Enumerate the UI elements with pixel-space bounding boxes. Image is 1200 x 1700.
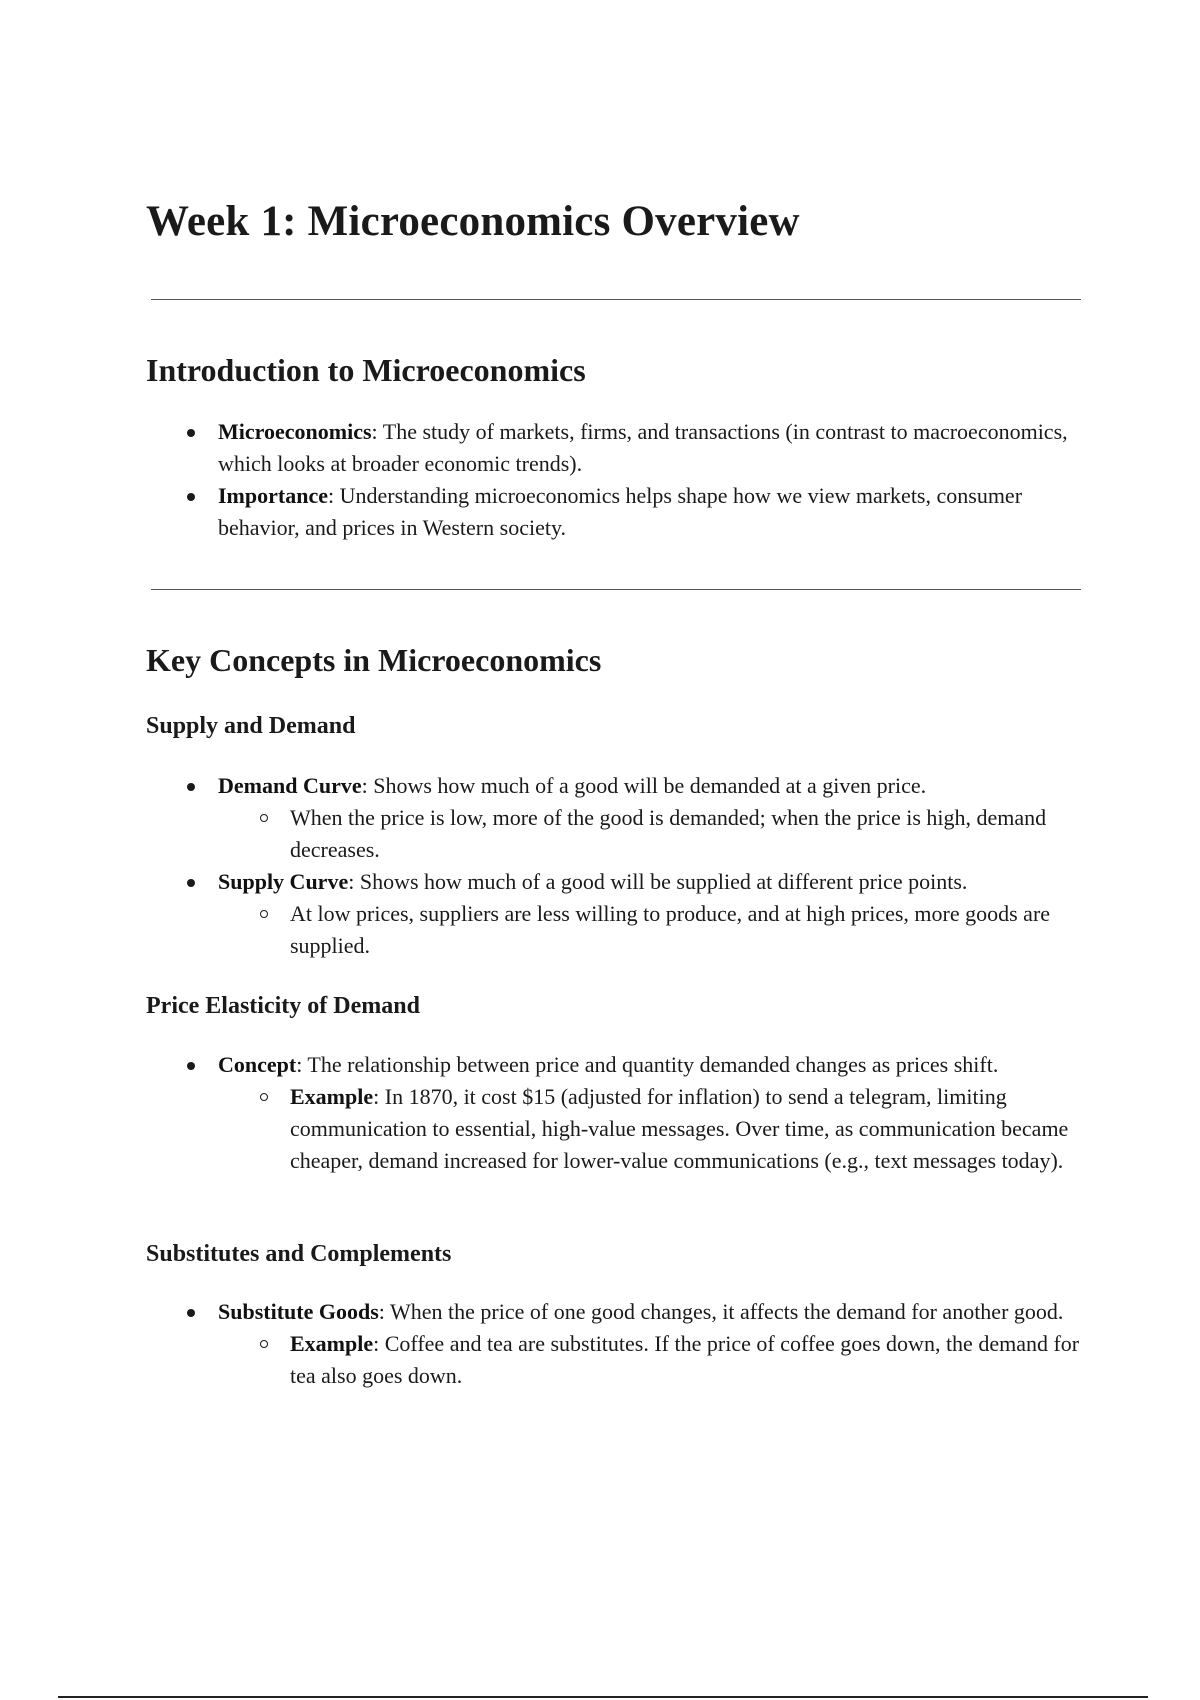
sub-list (218, 1081, 1098, 1177)
sub-list-item (290, 802, 1098, 866)
sub-list-item (290, 898, 1098, 962)
page-title: Week 1: Microeconomics Overview (146, 198, 800, 245)
list-item (218, 480, 1098, 544)
sub-list-item (290, 1081, 1098, 1177)
list-item (218, 770, 1098, 866)
sub-term-label: Example (290, 1331, 374, 1356)
term-label: Supply Curve (218, 869, 349, 894)
sub-list (218, 898, 1098, 962)
sub-list-item (290, 1328, 1098, 1392)
definition-text: : The study of markets, firms, and transactions (in contrast to macroeconomics, which looks at broader economic trends). (218, 419, 1068, 476)
hollow-bullet-icon (260, 910, 268, 918)
sub-item-text: : Coffee and tea are substitutes. If the price of coffee goes down, the demand for tea also goes down. (290, 1331, 1080, 1388)
definition-text: : Understanding microeconomics helps shape how we view markets, consumer behavior, and prices in Western society. (218, 483, 1023, 540)
bullet-icon (187, 1309, 195, 1317)
term-label: Microeconomics (218, 419, 372, 444)
sub-item-text: When the price is low, more of the good is demanded; when the price is high, demand decreases. (290, 805, 1047, 862)
definition-text: : The relationship between price and quantity demanded changes as prices shift. (296, 1052, 999, 1077)
list-item (218, 1296, 1098, 1392)
list-item (218, 1049, 1098, 1177)
term-label: Demand Curve (218, 773, 362, 798)
sub-list (218, 1328, 1098, 1392)
list-item (218, 866, 1098, 962)
sub-term-label: Example (290, 1084, 374, 1109)
term-label: Substitute Goods (218, 1299, 379, 1324)
section-heading-introduction: Introduction to Microeconomics (146, 352, 586, 388)
hollow-bullet-icon (260, 1340, 268, 1348)
horizontal-divider (151, 299, 1081, 300)
horizontal-divider (151, 589, 1081, 590)
page-bottom-border (58, 1696, 1148, 1698)
bullet-icon (187, 783, 195, 791)
subsection-heading-elasticity: Price Elasticity of Demand (146, 993, 420, 1019)
intro-list (218, 416, 1098, 544)
list-item (218, 416, 1098, 480)
bullet-icon (187, 1062, 195, 1070)
subsection-heading-supply-demand: Supply and Demand (146, 713, 356, 739)
substitutes-list (218, 1296, 1098, 1392)
sub-item-text: : In 1870, it cost $15 (adjusted for inflation) to send a telegram, limiting communication to essential, high-value messages. Over time, as communication became cheaper, demand increased for lower-value communications (e.g., text messages today). (290, 1084, 1069, 1173)
subsection-heading-substitutes: Substitutes and Complements (146, 1241, 452, 1267)
sub-list (218, 802, 1098, 866)
sub-item-text: At low prices, suppliers are less willing to produce, and at high prices, more goods are supplied. (290, 901, 1051, 958)
bullet-icon (187, 493, 195, 501)
bullet-icon (187, 879, 195, 887)
supply-demand-list (218, 770, 1098, 962)
definition-text: : Shows how much of a good will be demanded at a given price. (361, 773, 927, 798)
section-heading-key-concepts: Key Concepts in Microeconomics (146, 642, 602, 678)
term-label: Concept (218, 1052, 297, 1077)
elasticity-list (218, 1049, 1098, 1177)
hollow-bullet-icon (260, 814, 268, 822)
bullet-icon (187, 429, 195, 437)
definition-text: : Shows how much of a good will be supplied at different price points. (348, 869, 968, 894)
definition-text: : When the price of one good changes, it affects the demand for another good. (378, 1299, 1064, 1324)
hollow-bullet-icon (260, 1093, 268, 1101)
term-label: Importance (218, 483, 328, 508)
